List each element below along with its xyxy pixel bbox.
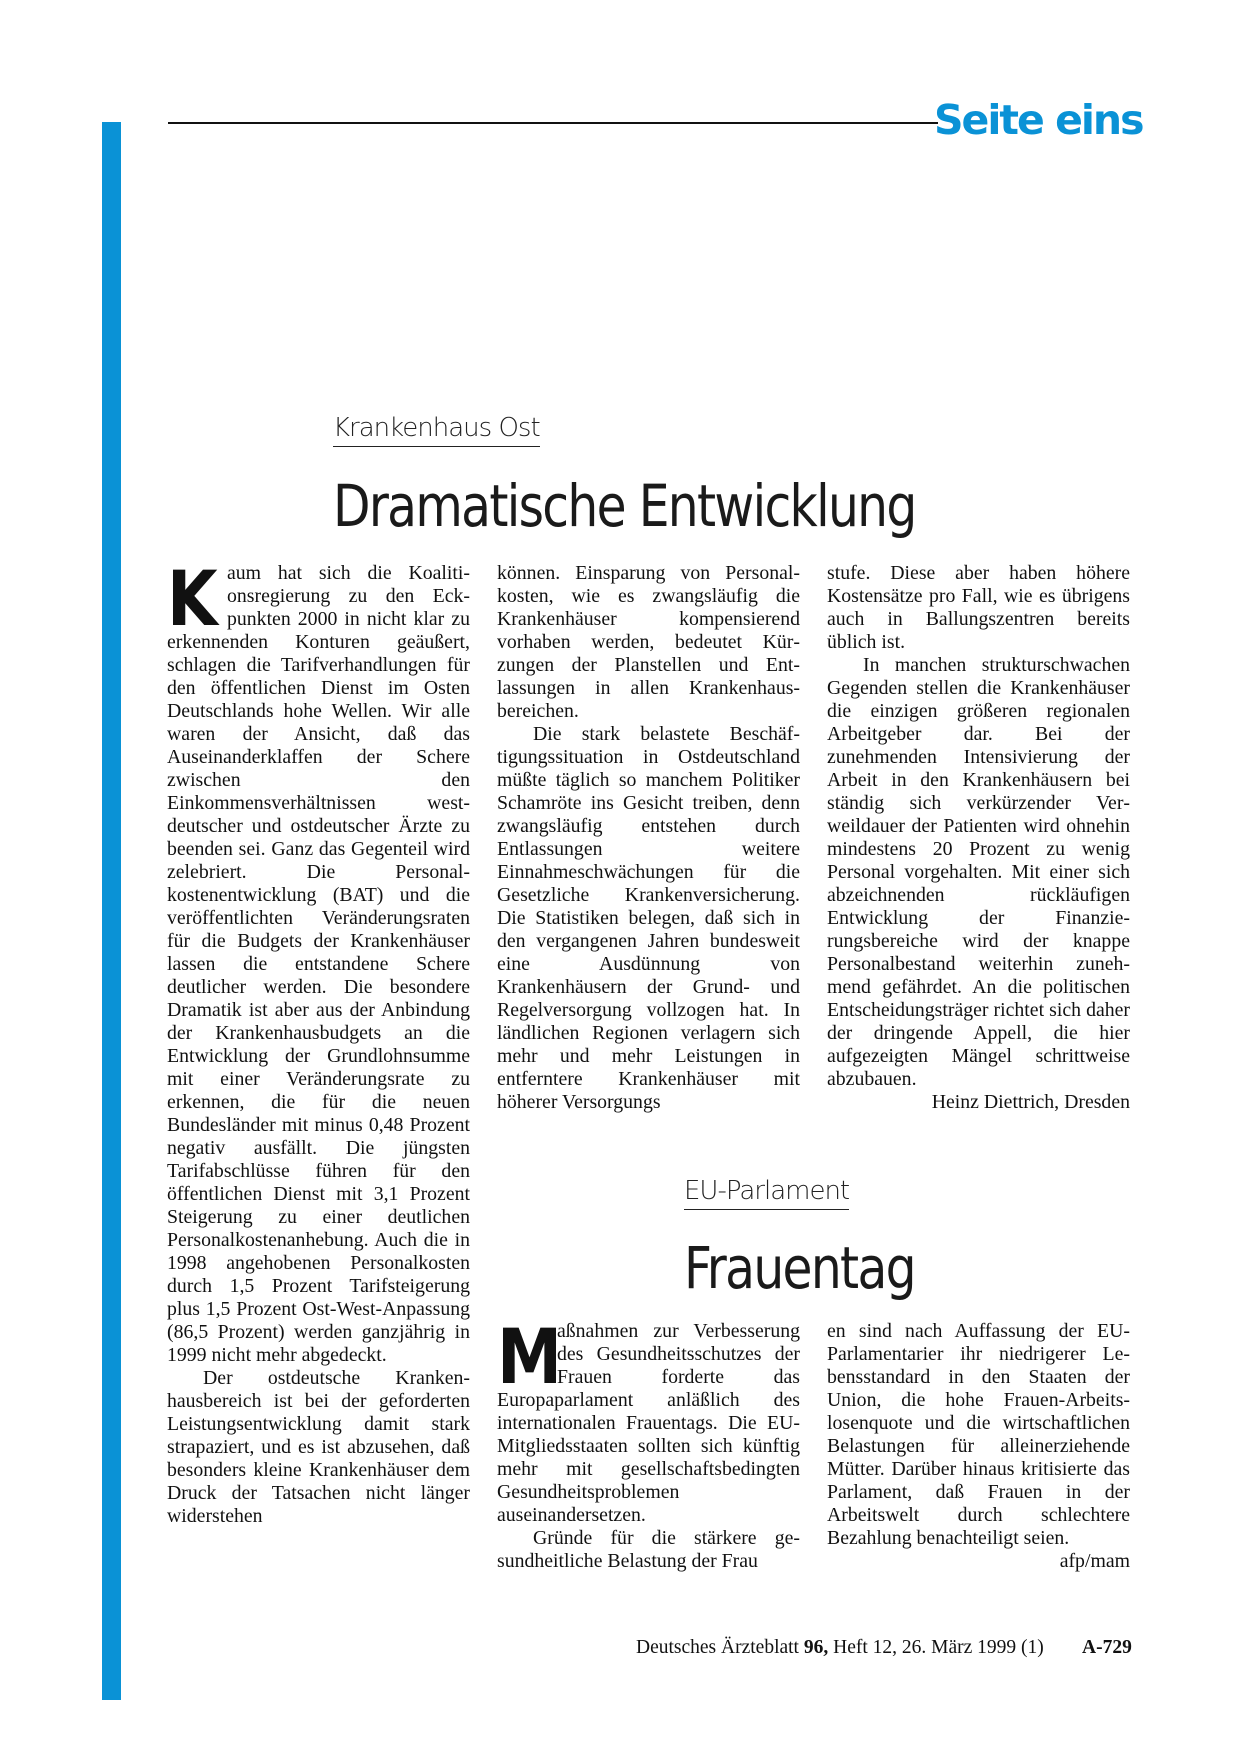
article1-paragraph: In manchen strukturschwachen Gegenden stellen die Krankenhäuser die einzigen größeren regionalen Arbeitgeber dar. Bei der zunehmenden Intensivierung der Arbeit in den Krankenhäusern bei ständig sich verkürzender Verweildauer der Patienten wird ohnehin mindestens 20 Prozent zu wenig Personal vorgehalten. Mit einer sich abzeichnenden rückläufigen Entwicklung der Finanzierungsbereiche wird der knappe Personalbestand weiterhin zunehmend gefährdet. An die politischen Entscheidungsträger richtet sich daher der dringende Appell, die hier aufgezeigten Mängel schrittweise abzubauen. <box>827 654 1130 1090</box>
article1-paragraph: stufe. Diese aber haben höhere Kostensätze pro Fall, wie es übrigens auch in Ballungszentren bereits üblich ist. <box>827 562 1130 653</box>
article1-paragraph: Die stark belastete Beschäftigungssituation in Ostdeutschland müßte täglich so manchem Politiker Schamröte ins Gesicht treiben, denn zwangsläufig entstehen durch Entlassungen weitere Einnahmeschwächungen für die Gesetzliche Krankenversicherung. Die Statistiken belegen, daß sich in den vergangenen Jahren bundesweit eine Ausdünnung von Krankenhäusern der Grund- und Regelversorgung vollzogen hat. In ländlichen Regionen verlagern sich mehr und mehr Leistungen in entferntere Krankenhäuser mit höherer Versorgungs <box>497 723 800 1113</box>
page-number: A-729 <box>1082 1637 1132 1658</box>
footer-citation: Deutsches Ärzteblatt 96, Heft 12, 26. März 1999 (1) <box>636 1637 1044 1658</box>
article1-paragraph: Kaum hat sich die Koalitionsregierung zu den Eckpunkten 2000 in nicht klar zu erkennenden Konturen geäußert, schlagen die Tarifverhandlungen für den öffentlichen Dienst im Osten Deutschlands hohe Wellen. Wir alle waren der Ansicht, daß das Auseinanderklaffen der Schere zwischen den Einkommensverhältnissen westdeutscher und ostdeutscher Ärzte zu beenden sei. Ganz das Gegenteil wird zelebriert. Die Personalkostenentwicklung (BAT) und die veröffentlichten Veränderungsraten für die Budgets der Krankenhäuser lassen die entstandene Schere deutlicher werden. Die besondere Dramatik ist aber aus der Anbindung der Krankenhausbudgets an die Entwicklung der Grundlohnsumme mit einer Veränderungsrate zu erkennen, die für die neuen Bundesländer mit minus 0,48 Prozent negativ ausfällt. Die jüngsten Tarifabschlüsse führen für den öffentlichen Dienst mit 3,1 Prozent Steigerung zu einer deutlichen Personalkostenanhebung. Auch die in 1998 angehobenen Personalkosten durch 1,5 Prozent Tarifsteigerung plus 1,5 Prozent Ost-West-Anpassung (86,5 Prozent) werden ganzjährig in 1999 nicht mehr abgedeckt. <box>167 554 470 1366</box>
article1-headline: Dramatische Entwicklung <box>333 472 916 540</box>
section-title: Seite eins <box>934 96 1143 144</box>
header-rule <box>168 122 938 124</box>
article2-credit: afp/mam <box>1059 1550 1130 1572</box>
article2-kicker: EU-Parlament <box>684 1176 849 1210</box>
article2-paragraph: en sind nach Auffassung der EU-Parlamentarier ihr niedrigerer Lebensstandard in den Staaten der Union, die hohe Frauen-Arbeitslosenquote und die wirtschaftlichen Belastungen für alleinerziehende Mütter. Darüber hinaus kritisierte das Parlament, daß Frauen in der Arbeitswelt durch schlechtere Bezahlung benachteiligt seien. afp/mam <box>827 1320 1130 1572</box>
article2-column-2 <box>497 1312 800 1573</box>
dropcap: K <box>167 554 218 643</box>
article1-paragraph: Der ostdeutsche Krankenhausbereich ist bei der geforderten Leistungsentwicklung damit stark strapaziert, und es ist abzusehen, daß besonders kleine Krankenhäuser dem Druck der Tatsachen nicht länger widerstehen <box>167 1367 470 1527</box>
article1-column-1 <box>167 554 470 1528</box>
dropcap: M <box>497 1312 563 1401</box>
article2-headline: Frauentag <box>684 1234 915 1302</box>
page-color-bar <box>102 122 121 1700</box>
article1-column-2 <box>497 562 800 1114</box>
article2-paragraph: M aßnahmen zur Verbesserung des Gesundheitsschutzes der Frauen forderte das Europaparlament anläßlich des internationalen Frauentags. Die EU-Mitgliedsstaaten sollten sich künftig mehr mit gesellschaftsbedingten Gesundheitsproblemen auseinandersetzen. <box>497 1312 800 1526</box>
article1-author: Heinz Diettrich, Dresden <box>931 1091 1130 1113</box>
article2-column-3 <box>827 1320 1130 1573</box>
article2-paragraph: Gründe für die stärkere gesundheitliche Belastung der Frau <box>497 1527 800 1572</box>
article1-paragraph: können. Einsparung von Personalkosten, wie es zwangsläufig die Krankenhäuser kompensierend vorhaben werden, bedeutet Kürzungen der Planstellen und Entlassungen in allen Krankenhausbereichen. <box>497 562 800 722</box>
article1-column-3 <box>827 562 1130 1114</box>
article1-kicker: Krankenhaus Ost <box>333 413 540 447</box>
